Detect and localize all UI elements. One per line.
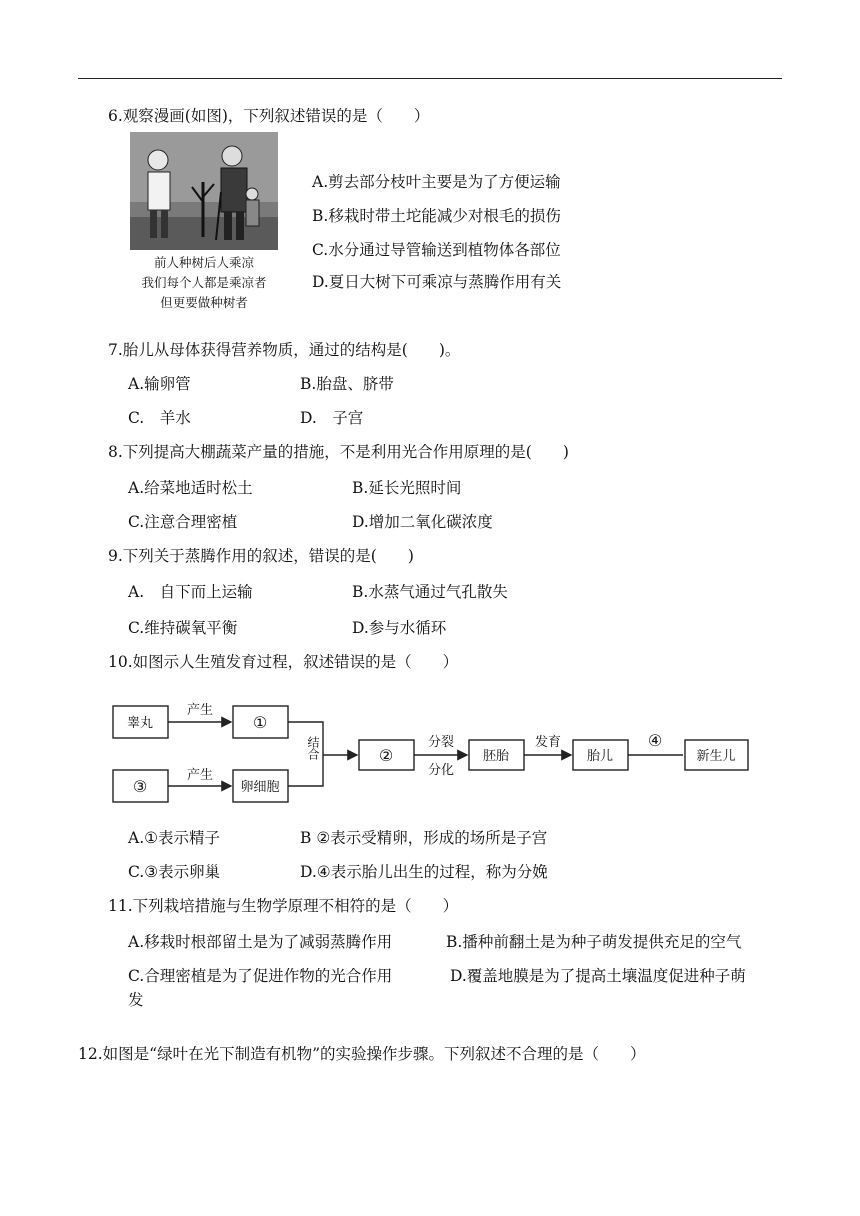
- q10-stem: 10.如图示人生殖发育过程，叙述错误的是（ ）: [108, 653, 459, 671]
- q7-option-b: B.胎盘、脐带: [300, 375, 394, 393]
- q9-option-b: B.水蒸气通过气孔散失: [352, 583, 508, 601]
- newborn-label: 新生儿: [696, 749, 736, 764]
- testis-label: 睾丸: [126, 716, 154, 731]
- q11-option-d-wrap: 发: [128, 991, 144, 1009]
- egg-label: 卵细胞: [240, 780, 280, 795]
- q10-option-a: A.①表示精子: [128, 829, 221, 847]
- q11-option-a: A.移栽时根部留土是为了减弱蒸腾作用: [128, 933, 393, 951]
- q6-caption-line3: 但更要做种树者: [160, 295, 248, 310]
- q6-option-c: C.水分通过导管输送到植物体各部位: [312, 241, 561, 259]
- q8-option-a: A.给菜地适时松土: [128, 479, 253, 497]
- q9-option-a: A. 自下而上运输: [128, 583, 253, 601]
- q10-option-d: D.④表示胎儿出生的过程，称为分娩: [300, 863, 548, 881]
- q9-option-d: D.参与水循环: [352, 619, 447, 637]
- q8-option-d: D.增加二氧化碳浓度: [352, 513, 493, 531]
- q6-option-b: B.移栽时带土坨能减少对根毛的损伤: [312, 207, 561, 225]
- q8-option-b: B.延长光照时间: [352, 479, 462, 497]
- divide-label: 分裂: [427, 735, 455, 750]
- produce-label-1: 产生: [186, 703, 214, 718]
- q11-option-c: C.合理密植是为了促进作物的光合作用: [128, 967, 393, 985]
- q7-stem: 7.胎儿从母体获得营养物质，通过的结构是( )。: [108, 341, 461, 359]
- q10-option-b: B ②表示受精卵，形成的场所是子宫: [300, 829, 548, 847]
- q8-stem: 8.下列提高大棚蔬菜产量的措施，不是利用光合作用原理的是( ): [108, 443, 569, 461]
- q12-stem: 12.如图是“绿叶在光下制造有机物”的实验操作步骤。下列叙述不合理的是（ ）: [78, 1045, 646, 1063]
- develop-label: 发育: [534, 735, 562, 750]
- q7-option-c: C. 羊水: [128, 409, 191, 427]
- q6-cartoon-image: [128, 132, 280, 312]
- fetus-label: 胎儿: [586, 749, 614, 764]
- q6-option-d: D.夏日大树下可乘凉与蒸腾作用有关: [312, 273, 562, 291]
- q7-option-a: A.输卵管: [128, 375, 191, 393]
- q11-stem: 11.下列栽培措施与生物学原理不相符的是（ ）: [108, 897, 459, 915]
- q10-option-c: C.③表示卵巢: [128, 863, 221, 881]
- circled-4: ④: [647, 731, 663, 750]
- q10-reproduction-flow-diagram: [105, 690, 755, 805]
- q6-stem: 6.观察漫画(如图)，下列叙述错误的是（ ）: [108, 107, 430, 125]
- q6-caption-line2: 我们每个人都是乘凉者: [141, 275, 267, 290]
- q7-option-d: D. 子宫: [300, 409, 364, 427]
- circled-3: ③: [132, 777, 148, 796]
- differentiate-label: 分化: [427, 763, 455, 778]
- q9-option-c: C.维持碳氧平衡: [128, 619, 238, 637]
- header-rule: [78, 78, 782, 79]
- circled-1: ①: [252, 713, 268, 732]
- q9-stem: 9.下列关于蒸腾作用的叙述，错误的是( ): [108, 547, 414, 565]
- q11-option-b: B.播种前翻土是为种子萌发提供充足的空气: [446, 933, 742, 951]
- q8-option-c: C.注意合理密植: [128, 513, 238, 531]
- embryo-label: 胚胎: [482, 749, 510, 764]
- q6-caption-line1: 前人种树后人乘凉: [153, 255, 255, 270]
- produce-label-2: 产生: [186, 768, 214, 783]
- circled-2: ②: [378, 746, 394, 765]
- q11-option-d: D.覆盖地膜是为了提高土壤温度促进种子萌: [450, 967, 746, 985]
- q6-option-a: A.剪去部分枝叶主要是为了方便运输: [312, 173, 561, 191]
- combine-label: 结合: [306, 736, 320, 760]
